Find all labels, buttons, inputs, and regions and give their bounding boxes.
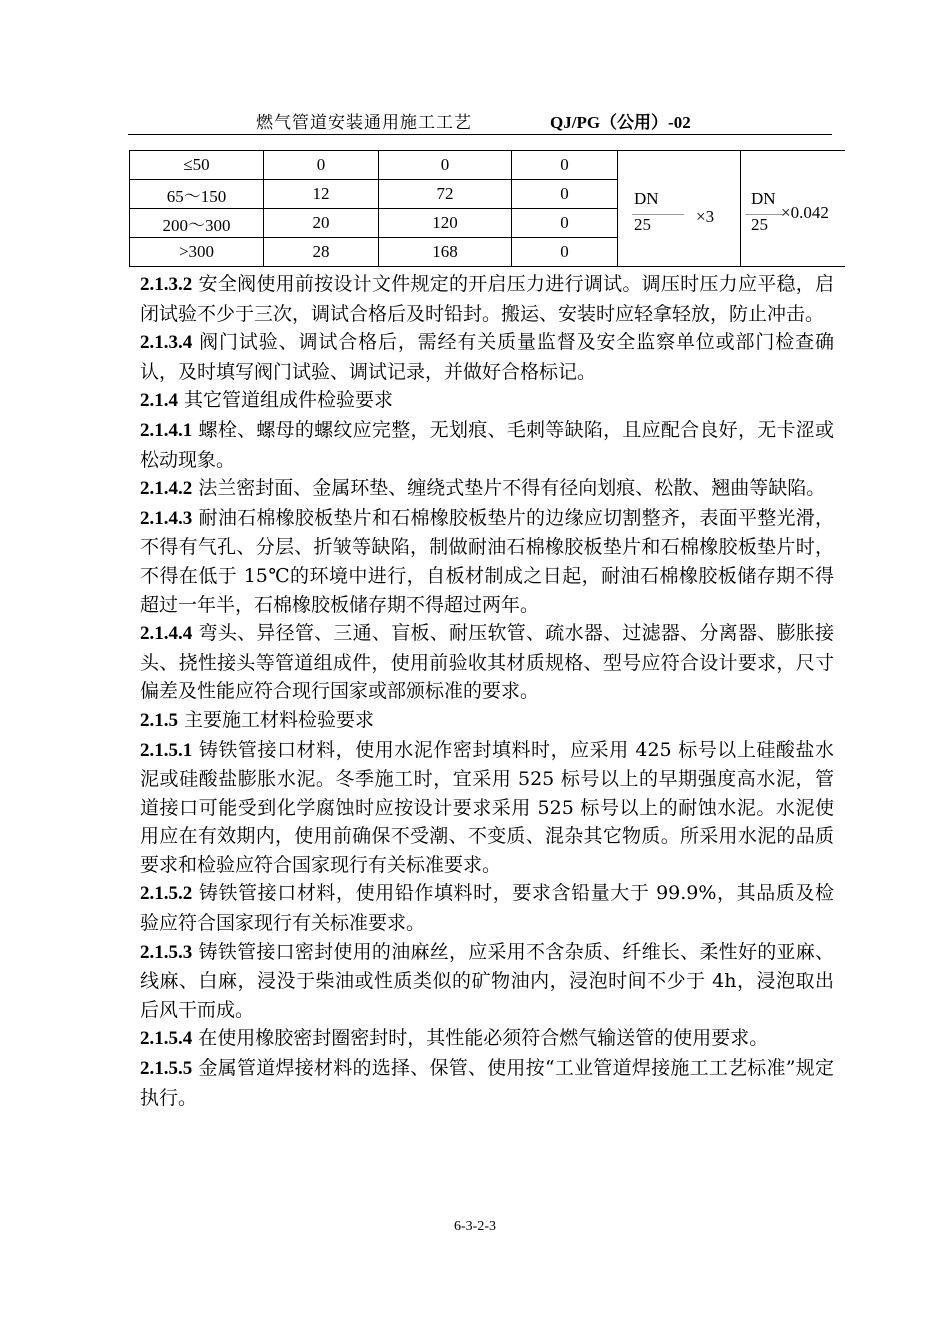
paragraph-text: 安全阀使用前按设计文件规定的开启压力进行调试。调压时压力应平稳，启闭试验不少于三次，调试合格后及时铅封。搬运、安装时应轻拿轻放，防止冲击。 [140,273,834,325]
section-number: 2.1.4.3 [140,507,193,529]
section-number: 2.1.5 [140,709,178,731]
section-number: 2.1.5.1 [140,739,193,761]
body-text [128,270,834,1112]
formula-cell-1 [618,151,741,267]
section-number: 2.1.4.4 [140,623,193,645]
formula-2-numerator: DN [751,189,776,208]
table-cell: 12 [264,180,379,209]
table-row [130,151,846,180]
paragraph [128,879,834,937]
formula-2-denominator: 25 [751,215,768,234]
paragraph-text: 铸铁管接口材料，使用水泥作密封填料时，应采用 425 标号以上硅酸盐水泥或硅酸盐膨胀水泥。冬季施工时，宜采用 525 标号以上的早期强度高水泥，管道接口可能受到化学腐蚀时应按设计要求采用 525 标号以上的耐蚀水泥。水泥使用应在有效期内，使用前确保不受潮、不变质、混杂其它物质。所采用水泥的品质要求和检验应符合国家现行有关标准要求。 [140,738,834,876]
table-cell: 120 [379,209,512,238]
spec-table [129,150,845,267]
paragraph [128,736,834,880]
header-code: QJ/PG（公用）-02 [550,113,691,132]
section-number: 2.1.3.4 [140,332,193,354]
section-number: 2.1.4.1 [140,419,193,441]
section-number: 2.1.5.3 [140,941,193,963]
page-header [128,108,832,135]
formula-1-denominator: 25 [634,215,651,234]
paragraph-text: 铸铁管接口材料，使用铅作填料时，要求含铅量大于 99.9%，其品质及检验应符合国家现行有关标准要求。 [140,882,834,935]
heading-text: 其它管道组成件检验要求 [178,389,394,412]
section-number: 2.1.5.2 [140,883,193,905]
table-cell: 72 [379,180,512,209]
paragraph-text: 耐油石棉橡胶板垫片和石棉橡胶板垫片的边缘应切割整齐，表面平整光滑，不得有气孔、分层、折皱等缺陷，制做耐油石棉橡胶板垫片和石棉橡胶板垫片时，不得在低于 15℃的环境中进行，自板材制成之日起，耐油石棉橡胶板储存期不得超过一年半，石棉橡胶板储存期不得超过两年。 [140,506,834,616]
paragraph [128,328,834,386]
table-cell: ≤50 [130,151,264,180]
paragraph [128,474,834,504]
paragraph [128,416,834,474]
section-number: 2.1.4.2 [140,478,193,500]
paragraph [128,619,834,706]
table-cell: 28 [264,238,379,267]
formula-1-numerator: DN [634,189,659,208]
paragraph [128,270,834,328]
table-cell: 20 [264,209,379,238]
paragraph-text: 弯头、异径管、三通、盲板、耐压软管、疏水器、过滤器、分离器、膨胀接头、挠性接头等管道组成件，使用前验收其材质规格、型号应符合设计要求，尺寸偏差及性能应符合现行国家或部颁标准的要求。 [140,622,834,703]
table-cell: 0 [379,151,512,180]
table-cell: 0 [512,238,618,267]
section-number: 2.1.5.4 [140,1028,193,1050]
paragraph [128,1024,834,1054]
table-cell: 0 [512,209,618,238]
table-cell: 0 [264,151,379,180]
section-number: 2.1.5.5 [140,1058,193,1080]
formula-1-factor: ×3 [696,207,715,226]
section-number: 2.1.4 [140,390,178,412]
table-cell: 200～300 [130,209,264,238]
paragraph-text: 法兰密封面、金属环垫、缠绕式垫片不得有径向划痕、松散、翘曲等缺陷。 [192,477,826,500]
paragraph-text: 在使用橡胶密封圈密封时，其性能必须符合燃气输送管的使用要求。 [192,1027,769,1050]
table-cell: 0 [512,151,618,180]
paragraph-text: 金属管道焊接材料的选择、保管、使用按“工业管道焊接施工工艺标准”规定执行。 [140,1057,834,1109]
table-cell: 65～150 [130,180,264,209]
paragraph [128,504,834,619]
formula-2-factor: ×0.042 [781,203,829,222]
table-cell: >300 [130,238,264,267]
paragraph-text: 阀门试验、调试合格后，需经有关质量监督及安全监察单位或部门检查确认，及时填写阀门试验、调试记录，并做好合格标记。 [140,331,834,383]
paragraph-text: 螺栓、螺母的螺纹应完整，无划痕、毛刺等缺陷，且应配合良好，无卡涩或松动现象。 [140,418,834,471]
section-heading [128,386,834,416]
formula-cell-2 [741,151,846,267]
paragraph [128,1054,834,1112]
table-cell: 168 [379,238,512,267]
heading-text: 主要施工材料检验要求 [178,708,375,731]
page-number: 6-3-2-3 [454,1219,496,1234]
paragraph [128,938,834,1025]
paragraph-text: 铸铁管接口密封使用的油麻丝，应采用不含杂质、纤维长、柔性好的亚麻、线麻、白麻，浸没于柴油或性质类似的矿物油内，浸泡时间不少于 4h，浸泡取出后风干而成。 [140,940,834,1021]
section-heading [128,706,834,736]
header-title: 燃气管道安装通用施工工艺 [256,113,472,133]
table-cell: 0 [512,180,618,209]
section-number: 2.1.3.2 [140,274,193,295]
